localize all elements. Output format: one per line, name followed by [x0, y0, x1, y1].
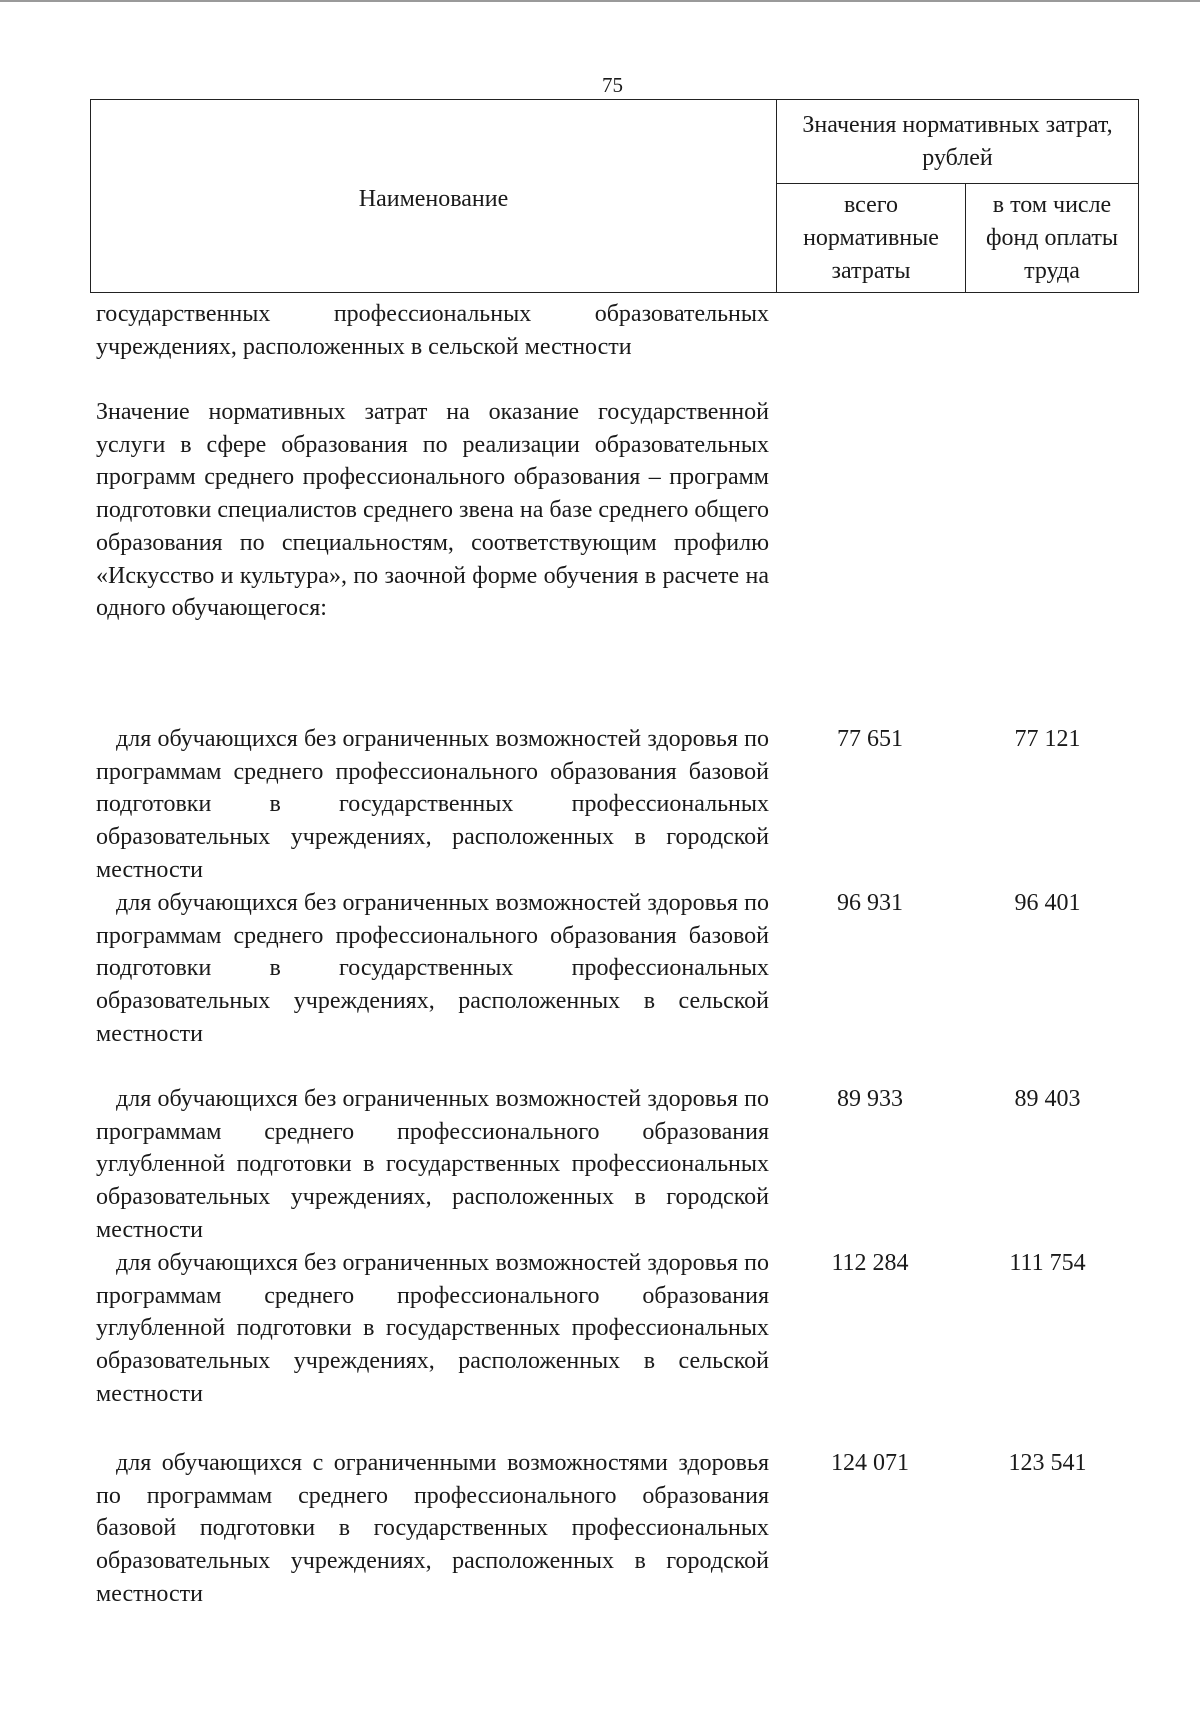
- scan-top-edge: [0, 0, 1200, 2]
- row-labor-value: 111 754: [1009, 1250, 1086, 1276]
- row-labor-value: 96 401: [1014, 890, 1081, 916]
- table-row: для обучающихся с ограниченными возможностями здоровья по программам среднего профессионального образования базовой подготовки в государственных профессиональных образовательных учреждениях, расположенных в городской местности: [96, 1450, 769, 1607]
- table-row: для обучающихся без ограниченных возможностей здоровья по программам среднего профессионального образования базовой подготовки в государственных профессиональных образовательных учреждениях, расположенных в сельской местности: [96, 890, 769, 1047]
- header-total-column: всего нормативные затраты: [777, 184, 966, 292]
- row-total-value: 112 284: [831, 1250, 909, 1276]
- row-total-value: 89 933: [837, 1086, 903, 1112]
- row-total-value: 77 651: [837, 726, 903, 752]
- table-row: для обучающихся без ограниченных возможностей здоровья по программам среднего профессионального образования углубленной подготовки в государственных профессиональных образовательных учреждениях, расположенных в сельской местности: [96, 1250, 769, 1407]
- row-labor-value: 77 121: [1014, 726, 1081, 752]
- header-labor-fund-column: в том числе фонд оплаты труда: [985, 191, 1119, 284]
- row-labor-value: 89 403: [1014, 1086, 1081, 1112]
- row-labor-value: 123 541: [1008, 1450, 1087, 1476]
- row-total-value: 124 071: [831, 1450, 909, 1476]
- table-header: [90, 99, 1139, 293]
- header-values-group: Значения нормативных затрат, рублей: [777, 100, 1138, 184]
- row-text-continuation: государственных профессиональных образовательных учреждениях, расположенных в сельской местности: [96, 301, 769, 360]
- table-row: для обучающихся без ограниченных возможностей здоровья по программам среднего профессионального образования базовой подготовки в государственных профессиональных образовательных учреждениях, расположенных в городской местности: [96, 726, 769, 883]
- page-number: 75: [602, 73, 623, 97]
- row-text-intro: Значение нормативных затрат на оказание государственной услуги в сфере образования по реализации образовательных программ среднего профессионального образования – программ подготовки специалистов среднего звена на базе среднего общего образования по специальностям, соответствующим профилю «Искусство и культура», по заочной форме обучения в расчете на одного обучающегося:: [96, 399, 769, 622]
- header-name-column: Наименование: [91, 100, 777, 292]
- table-row: для обучающихся без ограниченных возможностей здоровья по программам среднего профессионального образования углубленной подготовки в государственных профессиональных образовательных учреждениях, расположенных в городской местности: [96, 1086, 769, 1243]
- row-total-value: 96 931: [837, 890, 903, 916]
